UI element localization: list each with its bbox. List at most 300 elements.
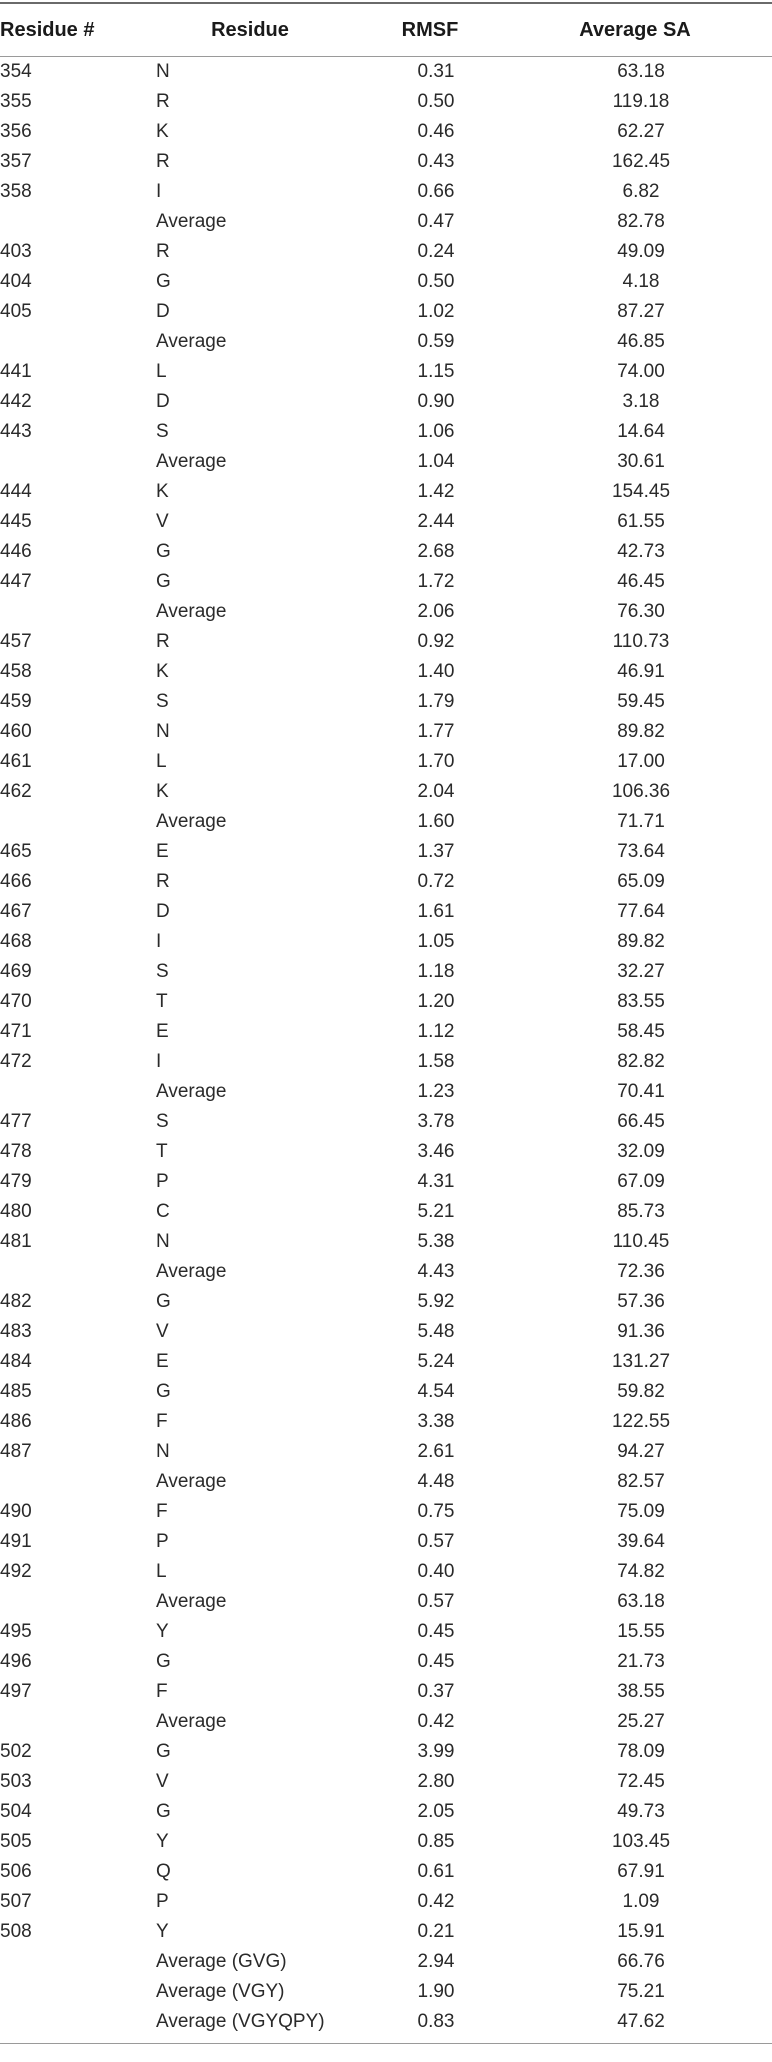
cell-residue-number: 444 (0, 481, 32, 502)
cell-residue: S (156, 961, 169, 982)
cell-residue: Y (156, 1921, 169, 1942)
cell-residue-number: 443 (0, 421, 32, 442)
cell-average-sa: 67.09 (617, 1171, 665, 1192)
table-row (0, 297, 772, 327)
cell-residue: F (156, 1411, 168, 1432)
cell-residue: I (156, 1051, 162, 1072)
cell-rmsf: 1.42 (417, 481, 455, 502)
cell-residue-number: 484 (0, 1351, 32, 1372)
cell-residue: G (156, 1801, 171, 1822)
cell-residue-number: 442 (0, 391, 32, 412)
cell-residue: K (156, 661, 169, 682)
cell-rmsf: 0.83 (417, 2011, 455, 2032)
cell-residue: R (156, 151, 170, 172)
cell-average-sa: 74.00 (617, 361, 665, 382)
cell-residue-number: 462 (0, 781, 32, 802)
cell-residue: R (156, 871, 170, 892)
cell-residue: S (156, 1111, 169, 1132)
table-row (0, 1167, 772, 1197)
cell-average-sa: 59.82 (617, 1381, 665, 1402)
cell-rmsf: 0.59 (417, 331, 455, 352)
cell-residue-number: 508 (0, 1921, 32, 1942)
cell-average-sa: 89.82 (617, 721, 665, 742)
cell-residue: G (156, 541, 171, 562)
cell-average-sa: 87.27 (617, 301, 665, 322)
cell-residue-number: 459 (0, 691, 32, 712)
cell-residue-number: 472 (0, 1051, 32, 1072)
table-row (0, 1257, 772, 1287)
cell-average-sa: 1.09 (622, 1891, 660, 1912)
cell-residue: Average (156, 331, 227, 352)
cell-average-sa: 30.61 (617, 451, 665, 472)
cell-residue: Average (156, 1591, 227, 1612)
cell-average-sa: 110.45 (612, 1231, 670, 1252)
cell-average-sa: 78.09 (617, 1741, 665, 1762)
cell-residue-number: 486 (0, 1411, 32, 1432)
cell-residue: V (156, 1321, 169, 1342)
table-row (0, 1017, 772, 1047)
cell-average-sa: 38.55 (617, 1681, 665, 1702)
cell-residue: Average (156, 211, 227, 232)
cell-residue: D (156, 901, 170, 922)
table-row (0, 1617, 772, 1647)
cell-rmsf: 5.38 (417, 1231, 455, 1252)
table-row (0, 1587, 772, 1617)
cell-residue: E (156, 1351, 169, 1372)
cell-residue: D (156, 301, 170, 322)
cell-residue-number: 480 (0, 1201, 32, 1222)
table-row (0, 1047, 772, 1077)
cell-rmsf: 1.04 (417, 451, 455, 472)
cell-average-sa: 66.76 (617, 1951, 665, 1972)
cell-average-sa: 154.45 (611, 481, 671, 502)
cell-residue: G (156, 1741, 171, 1762)
cell-residue-number: 482 (0, 1291, 32, 1312)
cell-average-sa: 49.73 (617, 1801, 665, 1822)
cell-average-sa: 57.36 (617, 1291, 665, 1312)
table-body (0, 57, 772, 2037)
cell-rmsf: 1.40 (417, 661, 455, 682)
table-row (0, 987, 772, 1017)
cell-average-sa: 91.36 (617, 1321, 665, 1342)
table-row (0, 1077, 772, 1107)
cell-residue-number: 446 (0, 541, 32, 562)
cell-average-sa: 67.91 (617, 1861, 665, 1882)
table-row (0, 657, 772, 687)
cell-residue-number: 496 (0, 1651, 32, 1672)
cell-residue-number: 477 (0, 1111, 32, 1132)
cell-average-sa: 32.27 (617, 961, 665, 982)
cell-average-sa: 25.27 (617, 1711, 665, 1732)
cell-average-sa: 72.36 (617, 1261, 665, 1282)
cell-rmsf: 0.75 (417, 1501, 455, 1522)
cell-residue-number: 470 (0, 991, 32, 1012)
cell-average-sa: 62.27 (617, 121, 665, 142)
table-row (0, 777, 772, 807)
cell-average-sa: 110.73 (612, 631, 670, 652)
header-residue-number: Residue # (0, 18, 95, 41)
cell-residue: Average (VGYQPY) (156, 2011, 325, 2032)
cell-rmsf: 0.37 (417, 1681, 455, 1702)
cell-residue: G (156, 571, 171, 592)
cell-residue-number: 483 (0, 1321, 32, 1342)
cell-rmsf: 4.31 (417, 1171, 455, 1192)
cell-residue-number: 479 (0, 1171, 32, 1192)
cell-residue: N (156, 61, 170, 82)
cell-residue: T (156, 1141, 168, 1162)
cell-average-sa: 49.09 (617, 241, 665, 262)
cell-residue: I (156, 931, 162, 952)
cell-residue-number: 504 (0, 1801, 32, 1822)
cell-residue-number: 497 (0, 1681, 32, 1702)
cell-residue: V (156, 1771, 169, 1792)
table-row (0, 387, 772, 417)
table-row (0, 1917, 772, 1947)
cell-average-sa: 76.30 (617, 601, 665, 622)
cell-residue: G (156, 1651, 171, 1672)
cell-residue: P (156, 1171, 169, 1192)
table-row (0, 1947, 772, 1977)
cell-rmsf: 1.77 (417, 721, 455, 742)
cell-average-sa: 46.45 (617, 571, 665, 592)
cell-rmsf: 1.58 (417, 1051, 455, 1072)
cell-average-sa: 15.55 (617, 1621, 665, 1642)
cell-rmsf: 0.45 (417, 1621, 455, 1642)
cell-rmsf: 0.24 (417, 241, 455, 262)
cell-residue-number: 461 (0, 751, 32, 772)
cell-residue: L (156, 1561, 167, 1582)
cell-residue: R (156, 241, 170, 262)
table-row (0, 807, 772, 837)
cell-residue: Average (156, 1471, 227, 1492)
table-row (0, 267, 772, 297)
cell-residue: L (156, 361, 167, 382)
table-row (0, 87, 772, 117)
cell-residue-number: 405 (0, 301, 32, 322)
cell-residue-number: 495 (0, 1621, 32, 1642)
table-row (0, 57, 772, 87)
cell-rmsf: 0.92 (417, 631, 455, 652)
cell-rmsf: 1.90 (417, 1981, 455, 2002)
cell-rmsf: 0.66 (417, 181, 455, 202)
cell-residue: N (156, 1231, 170, 1252)
cell-rmsf: 0.57 (417, 1531, 455, 1552)
cell-rmsf: 1.06 (417, 421, 455, 442)
table-row (0, 237, 772, 267)
cell-average-sa: 82.82 (617, 1051, 665, 1072)
table-row (0, 717, 772, 747)
table-row (0, 1107, 772, 1137)
cell-residue-number: 487 (0, 1441, 32, 1462)
cell-average-sa: 71.71 (617, 811, 665, 832)
cell-residue: Average (156, 811, 227, 832)
cell-residue-number: 507 (0, 1891, 32, 1912)
table-row (0, 1407, 772, 1437)
cell-residue: Average (156, 1081, 227, 1102)
cell-rmsf: 3.38 (417, 1411, 455, 1432)
cell-residue-number: 503 (0, 1771, 32, 1792)
cell-rmsf: 5.24 (417, 1351, 455, 1372)
cell-average-sa: 89.82 (617, 931, 665, 952)
cell-residue: Average (GVG) (156, 1951, 287, 1972)
cell-residue: K (156, 121, 169, 142)
cell-residue-number: 502 (0, 1741, 32, 1762)
table-row (0, 537, 772, 567)
cell-rmsf: 1.61 (417, 901, 455, 922)
cell-average-sa: 74.82 (617, 1561, 665, 1582)
cell-residue: Average (156, 601, 227, 622)
cell-rmsf: 1.15 (417, 361, 455, 382)
table-row (0, 1227, 772, 1257)
cell-residue-number: 441 (0, 361, 32, 382)
cell-rmsf: 1.79 (417, 691, 455, 712)
cell-average-sa: 75.21 (617, 1981, 665, 2002)
table-row (0, 1527, 772, 1557)
cell-residue: G (156, 271, 171, 292)
cell-rmsf: 2.61 (417, 1441, 455, 1462)
cell-average-sa: 94.27 (617, 1441, 665, 1462)
cell-residue-number: 469 (0, 961, 32, 982)
table-row (0, 687, 772, 717)
cell-residue-number: 485 (0, 1381, 32, 1402)
cell-residue-number: 404 (0, 271, 32, 292)
cell-average-sa: 106.36 (611, 781, 671, 802)
cell-average-sa: 6.82 (622, 181, 660, 202)
cell-residue: R (156, 91, 170, 112)
cell-rmsf: 0.85 (417, 1831, 455, 1852)
cell-average-sa: 70.41 (617, 1081, 665, 1102)
cell-residue-number: 445 (0, 511, 32, 532)
cell-average-sa: 63.18 (617, 61, 665, 82)
cell-average-sa: 14.64 (617, 421, 665, 442)
cell-average-sa: 61.55 (617, 511, 665, 532)
table-row (0, 1377, 772, 1407)
table-row (0, 477, 772, 507)
table-row (0, 357, 772, 387)
cell-rmsf: 2.80 (417, 1771, 455, 1792)
table-row (0, 1707, 772, 1737)
cell-rmsf: 0.42 (417, 1711, 455, 1732)
cell-rmsf: 5.21 (417, 1201, 455, 1222)
header-residue: Residue (211, 18, 289, 41)
cell-residue: E (156, 1021, 169, 1042)
cell-average-sa: 47.62 (617, 2011, 665, 2032)
cell-rmsf: 0.61 (417, 1861, 455, 1882)
table-row (0, 867, 772, 897)
cell-rmsf: 1.72 (417, 571, 455, 592)
table-row (0, 1197, 772, 1227)
cell-residue-number: 447 (0, 571, 32, 592)
cell-average-sa: 66.45 (617, 1111, 665, 1132)
cell-residue-number: 355 (0, 91, 32, 112)
cell-residue: Y (156, 1621, 169, 1642)
cell-rmsf: 0.90 (417, 391, 455, 412)
table-row (0, 417, 772, 447)
cell-residue-number: 467 (0, 901, 32, 922)
cell-residue-number: 471 (0, 1021, 32, 1042)
cell-residue: N (156, 1441, 170, 1462)
cell-average-sa: 73.64 (617, 841, 665, 862)
cell-rmsf: 1.23 (417, 1081, 455, 1102)
cell-average-sa: 83.55 (617, 991, 665, 1012)
table-row (0, 1647, 772, 1677)
cell-residue: D (156, 391, 170, 412)
cell-average-sa: 103.45 (611, 1831, 671, 1852)
cell-residue-number: 491 (0, 1531, 32, 1552)
cell-residue-number: 492 (0, 1561, 32, 1582)
cell-residue-number: 457 (0, 631, 32, 652)
cell-rmsf: 3.99 (417, 1741, 455, 1762)
cell-residue-number: 506 (0, 1861, 32, 1882)
cell-rmsf: 2.05 (417, 1801, 455, 1822)
table-row (0, 117, 772, 147)
cell-residue-number: 478 (0, 1141, 32, 1162)
table-row (0, 957, 772, 987)
cell-rmsf: 2.06 (417, 601, 455, 622)
cell-rmsf: 0.57 (417, 1591, 455, 1612)
residue-table (0, 2, 772, 2044)
cell-rmsf: 4.43 (417, 1261, 455, 1282)
table-row (0, 1677, 772, 1707)
cell-average-sa: 46.91 (617, 661, 665, 682)
cell-average-sa: 77.64 (617, 901, 665, 922)
cell-rmsf: 5.48 (417, 1321, 455, 1342)
cell-average-sa: 4.18 (622, 271, 660, 292)
cell-residue-number: 357 (0, 151, 32, 172)
cell-rmsf: 4.54 (417, 1381, 455, 1402)
cell-average-sa: 32.09 (617, 1141, 665, 1162)
header-rmsf: RMSF (401, 18, 459, 41)
table-row (0, 1467, 772, 1497)
table-row (0, 1497, 772, 1527)
cell-average-sa: 72.45 (617, 1771, 665, 1792)
table-row (0, 567, 772, 597)
cell-average-sa: 21.73 (617, 1651, 665, 1672)
cell-residue: E (156, 841, 169, 862)
cell-rmsf: 1.70 (417, 751, 455, 772)
table-row (0, 1977, 772, 2007)
table-row (0, 177, 772, 207)
cell-residue-number: 358 (0, 181, 32, 202)
cell-residue: G (156, 1381, 171, 1402)
cell-rmsf: 0.46 (417, 121, 455, 142)
cell-average-sa: 39.64 (617, 1531, 665, 1552)
cell-rmsf: 0.31 (417, 61, 455, 82)
cell-residue: P (156, 1531, 169, 1552)
table-row (0, 1857, 772, 1887)
table-row (0, 1767, 772, 1797)
cell-rmsf: 0.21 (417, 1921, 455, 1942)
cell-rmsf: 1.05 (417, 931, 455, 952)
cell-residue-number: 466 (0, 871, 32, 892)
cell-rmsf: 5.92 (417, 1291, 455, 1312)
cell-residue: P (156, 1891, 169, 1912)
cell-residue-number: 490 (0, 1501, 32, 1522)
cell-rmsf: 0.45 (417, 1651, 455, 1672)
cell-residue-number: 505 (0, 1831, 32, 1852)
cell-residue: K (156, 481, 169, 502)
cell-residue-number: 356 (0, 121, 32, 142)
cell-residue: I (156, 181, 162, 202)
cell-average-sa: 17.00 (617, 751, 665, 772)
table-row (0, 897, 772, 927)
cell-residue: Average (VGY) (156, 1981, 285, 2002)
table-row (0, 1287, 772, 1317)
table-row (0, 207, 772, 237)
cell-rmsf: 1.60 (417, 811, 455, 832)
cell-average-sa: 85.73 (617, 1201, 665, 1222)
table-row (0, 1347, 772, 1377)
cell-residue-number: 468 (0, 931, 32, 952)
cell-average-sa: 131.27 (611, 1351, 671, 1372)
cell-rmsf: 1.20 (417, 991, 455, 1012)
cell-rmsf: 0.47 (417, 211, 455, 232)
cell-average-sa: 75.09 (617, 1501, 665, 1522)
cell-average-sa: 65.09 (617, 871, 665, 892)
cell-rmsf: 2.94 (417, 1951, 455, 1972)
cell-residue-number: 458 (0, 661, 32, 682)
cell-residue: N (156, 721, 170, 742)
cell-residue: S (156, 421, 169, 442)
cell-residue: L (156, 751, 167, 772)
table-row (0, 1827, 772, 1857)
cell-residue: Average (156, 451, 227, 472)
cell-average-sa: 42.73 (617, 541, 665, 562)
cell-residue: Q (156, 1861, 171, 1882)
cell-average-sa: 15.91 (617, 1921, 665, 1942)
cell-residue-number: 481 (0, 1231, 32, 1252)
cell-rmsf: 2.44 (417, 511, 455, 532)
cell-average-sa: 46.85 (617, 331, 665, 352)
cell-rmsf: 3.46 (417, 1141, 455, 1162)
cell-residue: Average (156, 1711, 227, 1732)
cell-residue: F (156, 1501, 168, 1522)
cell-rmsf: 0.72 (417, 871, 455, 892)
header-average-sa: Average SA (579, 18, 691, 41)
cell-rmsf: 1.37 (417, 841, 455, 862)
table-row (0, 147, 772, 177)
table-row (0, 447, 772, 477)
cell-average-sa: 122.55 (611, 1411, 671, 1432)
table-row (0, 1137, 772, 1167)
cell-average-sa: 82.57 (617, 1471, 665, 1492)
cell-residue: Average (156, 1261, 227, 1282)
cell-rmsf: 0.42 (417, 1891, 455, 1912)
table-bottom-rule (0, 2043, 772, 2044)
cell-residue: T (156, 991, 168, 1012)
cell-rmsf: 1.12 (417, 1021, 455, 1042)
cell-average-sa: 59.45 (617, 691, 665, 712)
table-row (0, 327, 772, 357)
table-row (0, 1887, 772, 1917)
cell-rmsf: 1.18 (417, 961, 455, 982)
cell-residue: G (156, 1291, 171, 1312)
cell-residue-number: 403 (0, 241, 32, 262)
cell-rmsf: 4.48 (417, 1471, 455, 1492)
cell-rmsf: 0.43 (417, 151, 455, 172)
table-row (0, 837, 772, 867)
cell-residue: V (156, 511, 169, 532)
cell-average-sa: 82.78 (617, 211, 665, 232)
cell-residue-number: 354 (0, 61, 32, 82)
cell-residue: F (156, 1681, 168, 1702)
cell-average-sa: 63.18 (617, 1591, 665, 1612)
table-row (0, 1797, 772, 1827)
table-row (0, 627, 772, 657)
cell-average-sa: 119.18 (612, 91, 670, 112)
table-row (0, 1317, 772, 1347)
cell-rmsf: 1.02 (417, 301, 455, 322)
